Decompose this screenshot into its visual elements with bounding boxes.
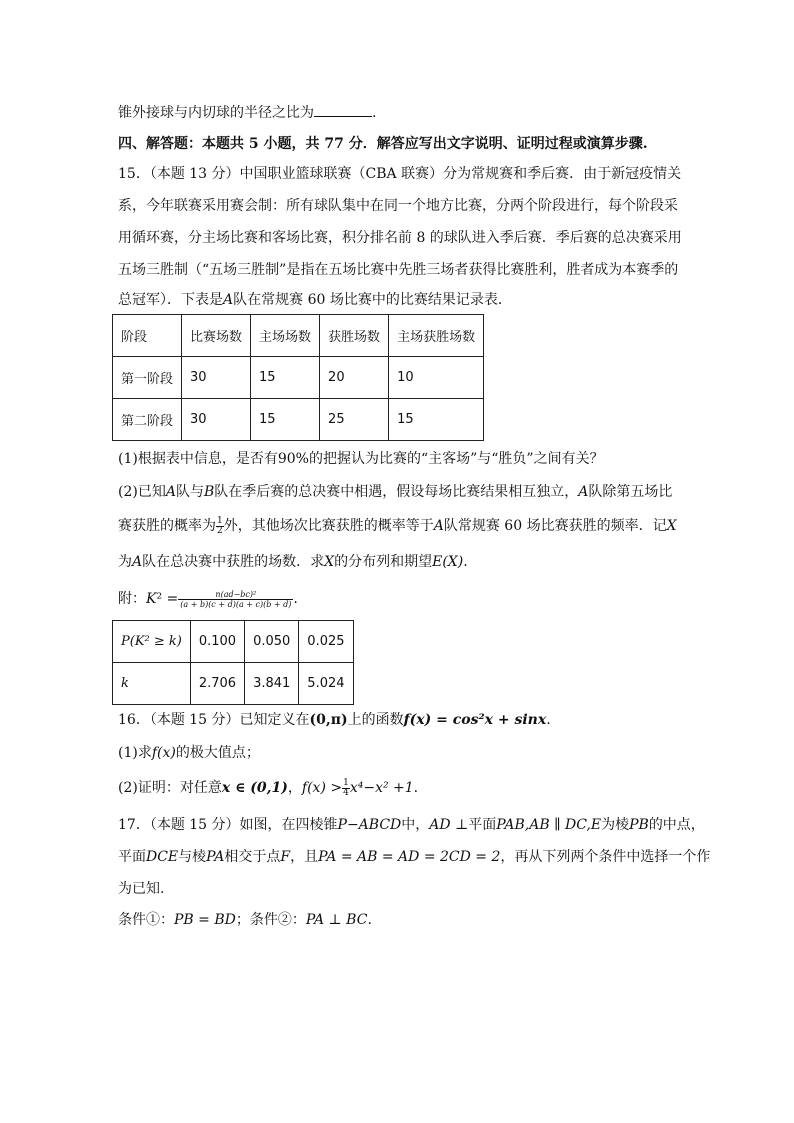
q15-part-2-line-3: [118, 552, 468, 572]
table-row: [113, 621, 354, 663]
q15-line-4: 五场三胜制（“五场三胜制”是指在五场比赛中先胜三场者获得比赛胜利，胜者成为本赛季的: [118, 262, 679, 278]
q16-line-1: [118, 710, 551, 730]
answer-blank: [314, 102, 372, 117]
critical-value-table: [112, 620, 354, 705]
math: x ∈ (0,1): [221, 780, 288, 796]
q15-line-1: 15．（本题 13 分）中国职业篮球联赛（CBA 联赛）分为常规赛和季后赛．由于新冠疫情关: [118, 166, 682, 182]
text: 赛获胜的概率为: [118, 518, 216, 534]
table-cell: 0.100: [190, 621, 244, 663]
text: 条件①：: [118, 912, 174, 928]
text: .: [463, 554, 468, 570]
math: AD ⊥: [429, 817, 469, 833]
fraction: [342, 779, 350, 798]
text: (2)证明：对任意: [118, 780, 222, 796]
text: 与棱: [178, 849, 207, 865]
table-cell: 10: [389, 357, 484, 399]
q16-part-2: [118, 778, 418, 798]
text: 相交于点: [224, 849, 281, 865]
text: 上的函数: [347, 712, 404, 728]
text: 16．（本题 15 分）已知定义在: [118, 712, 310, 728]
text: 中，: [401, 817, 430, 833]
q15-line-2: 系，今年联赛采用赛会制：所有球队集中在同一个地方比赛，分两个阶段进行，每个阶段采: [118, 198, 678, 214]
math: B: [203, 484, 215, 500]
math: A: [132, 554, 143, 570]
text: 队与: [175, 484, 204, 500]
text: ，: [287, 780, 302, 796]
math: A: [578, 484, 589, 500]
text: 队常规赛 60 场比赛获胜的频率．记: [443, 518, 667, 534]
table-header-cell: 比赛场数: [182, 315, 251, 357]
text: 平面: [118, 849, 146, 865]
table-header-row: [113, 315, 484, 357]
text: .: [293, 591, 298, 607]
math: E(X): [432, 554, 464, 570]
section-heading: 四、解答题：本题共 5 小题，共 77 分．解答应写出文字说明、证明过程或演算步骤.: [118, 136, 648, 152]
text: 队在总决赛中获胜的场数．求: [142, 554, 325, 570]
text: (2)已知: [118, 484, 166, 500]
math: A: [165, 484, 176, 500]
table-row: [113, 399, 484, 441]
denominator: 2: [217, 525, 223, 536]
denominator: (a + b)(c + d)(a + c)(b + d): [180, 599, 292, 609]
math: F: [280, 849, 291, 865]
table-cell: P(K² ≥ k): [113, 621, 191, 663]
text: 为棱: [601, 817, 630, 833]
math: P−ABCD: [337, 817, 402, 833]
math: PA = AB = AD = 2CD = 2: [318, 849, 501, 865]
q15-part-1: (1)根据表中信息，是否有90%的把握认为比赛的“主客场”与“胜负”之间有关？: [118, 451, 604, 467]
table-header-cell: 主场获胜场数: [389, 315, 484, 357]
math: DCE: [146, 849, 179, 865]
text: 锥外接球与内切球的半径之比为: [118, 105, 314, 121]
math: PAB,AB ∥ DC,E: [496, 817, 602, 833]
q17-conditions: [118, 910, 372, 930]
math: A: [433, 518, 444, 534]
table-cell: 第一阶段: [113, 357, 182, 399]
text: 外，其他场次比赛获胜的概率等于: [223, 518, 434, 534]
text: 17．（本题 15 分）如图，在四棱锥: [118, 817, 338, 833]
q15-line-5: [118, 290, 512, 310]
table-header-cell: 阶段: [113, 315, 182, 357]
table-cell: 3.841: [245, 663, 299, 705]
q16-part-1: [118, 743, 260, 763]
table-cell: 第二阶段: [113, 399, 182, 441]
text: 队在季后赛的总决赛中相遇，假设每场比赛结果相互独立，: [214, 484, 579, 500]
math: ² =: [156, 591, 179, 607]
numerator: 1: [217, 515, 223, 526]
text: 为: [118, 554, 132, 570]
math: A: [223, 292, 234, 308]
text: (1)求: [118, 745, 152, 761]
text: ，再从下列两个条件中选择一个作: [500, 849, 711, 865]
math: f(x) >: [301, 780, 343, 796]
fraction: [216, 517, 224, 536]
table-cell: 15: [251, 399, 320, 441]
table-header-cell: 主场场数: [251, 315, 320, 357]
numerator: n(ad−bc)²: [178, 590, 293, 600]
table-cell: 0.050: [245, 621, 299, 663]
denominator: 4: [343, 787, 349, 798]
table-cell: 5.024: [299, 663, 353, 705]
math: X: [324, 554, 335, 570]
fraction: [178, 590, 293, 609]
results-table: [112, 314, 484, 441]
table-cell: k: [113, 663, 191, 705]
text: 附：: [118, 591, 146, 607]
text: 的中点，: [648, 817, 705, 833]
math: X: [666, 518, 677, 534]
table-cell: 15: [251, 357, 320, 399]
table-cell: 20: [320, 357, 389, 399]
text: 队在常规赛 60 场比赛中的比赛结果记录表．: [233, 292, 512, 308]
text: 队除第五场比: [588, 484, 673, 500]
text-line: [118, 102, 376, 123]
table-cell: 15: [389, 399, 484, 441]
math: PB: [629, 817, 649, 833]
text: 的极大值点；: [175, 745, 260, 761]
q15-line-3: 用循环赛，分主场比赛和客场比赛，积分排名前 8 的球队进入季后赛．季后赛的总决赛采用: [118, 230, 682, 246]
text: 平面: [468, 817, 497, 833]
q15-part-2-line-1: [118, 482, 672, 502]
table-cell: 0.025: [299, 621, 353, 663]
math: PB = BD: [174, 912, 236, 928]
q17-line-1: [118, 815, 705, 835]
text: .: [413, 780, 419, 796]
text: .: [546, 712, 551, 728]
math: (0,π): [309, 712, 348, 728]
math: f(x) = cos²x + sinx: [403, 712, 547, 728]
appendix-formula: [118, 589, 298, 609]
table-cell: 2.706: [190, 663, 244, 705]
table-cell: 30: [182, 399, 251, 441]
math: K: [146, 591, 157, 607]
table-row: [113, 663, 354, 705]
text: ；条件②：: [235, 912, 306, 928]
math: x⁴−x² +1: [349, 780, 414, 796]
math: PA: [206, 849, 225, 865]
text: .: [372, 105, 377, 121]
text: 的分布列和期望: [334, 554, 433, 570]
math: PA ⊥ BC: [305, 912, 368, 928]
table-row: [113, 357, 484, 399]
text: .: [367, 912, 372, 928]
math: f(x): [151, 745, 176, 761]
q17-line-2: [118, 847, 710, 867]
q15-part-2-line-2: [118, 516, 677, 536]
text: ，且: [290, 849, 319, 865]
q17-line-3: 为已知.: [118, 881, 165, 897]
text: 总冠军）．下表是: [118, 292, 223, 308]
table-cell: 25: [320, 399, 389, 441]
table-header-cell: 获胜场数: [320, 315, 389, 357]
numerator: 1: [343, 777, 349, 788]
table-cell: 30: [182, 357, 251, 399]
